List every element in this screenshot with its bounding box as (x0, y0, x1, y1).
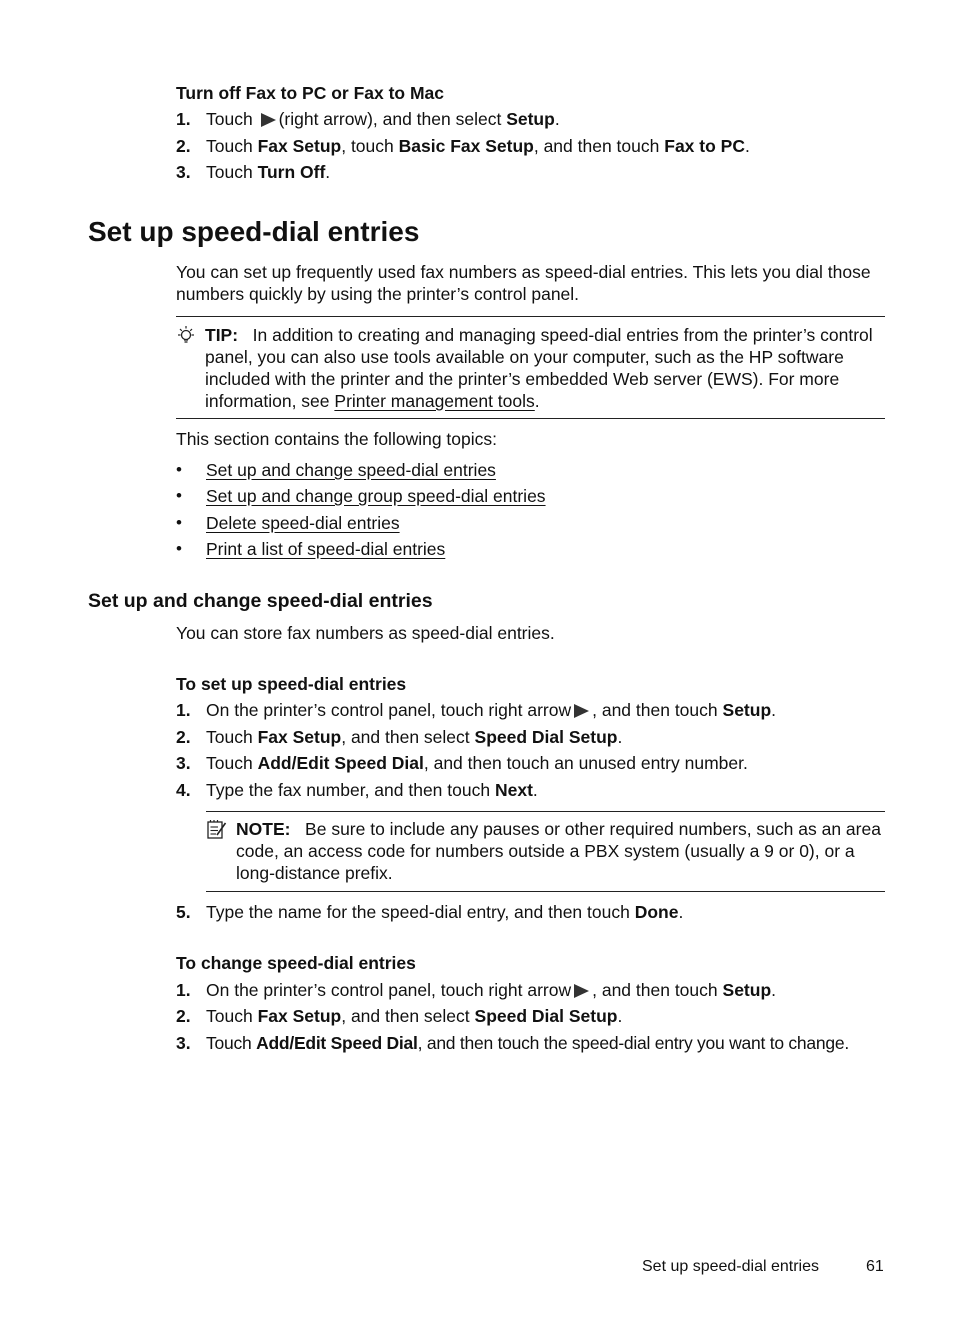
note-bottom-rule (206, 891, 885, 892)
fax-off-heading: Turn off Fax to PC or Fax to Mac (176, 83, 445, 103)
step-number: 4. (176, 780, 191, 800)
right-arrow-icon (574, 704, 589, 718)
note-text: NOTE: Be sure to include any pauses or other required numbers, such as an area code, an access code for numbers outside a PBX system (usually a 9 or 0), or a long-distance prefix. (236, 819, 881, 883)
note-top-rule (206, 811, 885, 812)
bullet: • (176, 539, 182, 558)
step-number: 3. (176, 1033, 191, 1053)
change-step-1: On the printer’s control panel, touch right arrow , and then touch Setup. (206, 980, 777, 1000)
step-number: 3. (176, 753, 191, 773)
bullet: • (176, 486, 182, 505)
printer-management-tools-link[interactable]: Printer management tools (334, 391, 535, 411)
subsection-title: Set up and change speed-dial entries (88, 590, 433, 612)
tip-bottom-rule (176, 418, 885, 419)
step-number: 2. (176, 727, 191, 747)
step-number: 3. (176, 162, 191, 182)
topics-intro: This section contains the following topics: (176, 429, 497, 449)
bullet: • (176, 513, 182, 532)
fax-off-step-1: Touch (right arrow), and then select Setup. (206, 109, 560, 129)
topic-link-group[interactable]: Set up and change group speed-dial entries (206, 486, 546, 506)
topic-link-print[interactable]: Print a list of speed-dial entries (206, 539, 446, 559)
tip-top-rule (176, 316, 885, 317)
right-arrow-icon (261, 113, 276, 127)
bullet: • (176, 460, 182, 479)
setup-step-4: Type the fax number, and then touch Next. (206, 780, 538, 800)
fax-off-step-3: Touch Turn Off. (206, 162, 331, 182)
subsection-intro: You can store fax numbers as speed-dial entries. (176, 623, 555, 643)
step-number: 2. (176, 136, 191, 156)
change-step-2: Touch Fax Setup, and then select Speed Dial Setup. (206, 1006, 623, 1026)
setup-step-5: Type the name for the speed-dial entry, and then touch Done. (206, 902, 684, 922)
page-number: 61 (866, 1258, 884, 1275)
step-number: 2. (176, 1006, 191, 1026)
tip-text: TIP: In addition to creating and managing speed-dial entries from the printer’s control panel, you can also use tools available on your computer, such as the HP software included with the printer and the printer’s embedded Web server (EWS). For more information, see Printer management tools. (205, 325, 873, 411)
setup-heading: To set up speed-dial entries (176, 674, 407, 694)
topic-link-delete[interactable]: Delete speed-dial entries (206, 513, 400, 533)
setup-step-2: Touch Fax Setup, and then select Speed Dial Setup. (206, 727, 623, 747)
change-heading: To change speed-dial entries (176, 953, 416, 973)
change-step-3: Touch Add/Edit Speed Dial, and then touch the speed-dial entry you want to change. (206, 1033, 849, 1053)
footer-section-name: Set up speed-dial entries (642, 1258, 819, 1275)
step-number: 1. (176, 700, 191, 720)
lightbulb-icon (176, 325, 196, 347)
setup-step-3: Touch Add/Edit Speed Dial, and then touch an unused entry number. (206, 753, 748, 773)
section-title: Set up speed-dial entries (88, 216, 420, 247)
section-intro: You can set up frequently used fax numbers as speed-dial entries. This lets you dial those numbers quickly by using the printer’s control panel. (176, 262, 871, 304)
step-number: 1. (176, 980, 191, 1000)
right-arrow-icon (574, 984, 589, 998)
note-pad-icon (206, 819, 228, 841)
step-number: 1. (176, 109, 191, 129)
setup-step-1: On the printer’s control panel, touch right arrow , and then touch Setup. (206, 700, 777, 720)
step-number: 5. (176, 902, 191, 922)
topic-link-set-up-change[interactable]: Set up and change speed-dial entries (206, 460, 496, 480)
fax-off-step-2: Touch Fax Setup, touch Basic Fax Setup, and then touch Fax to PC. (206, 136, 750, 156)
